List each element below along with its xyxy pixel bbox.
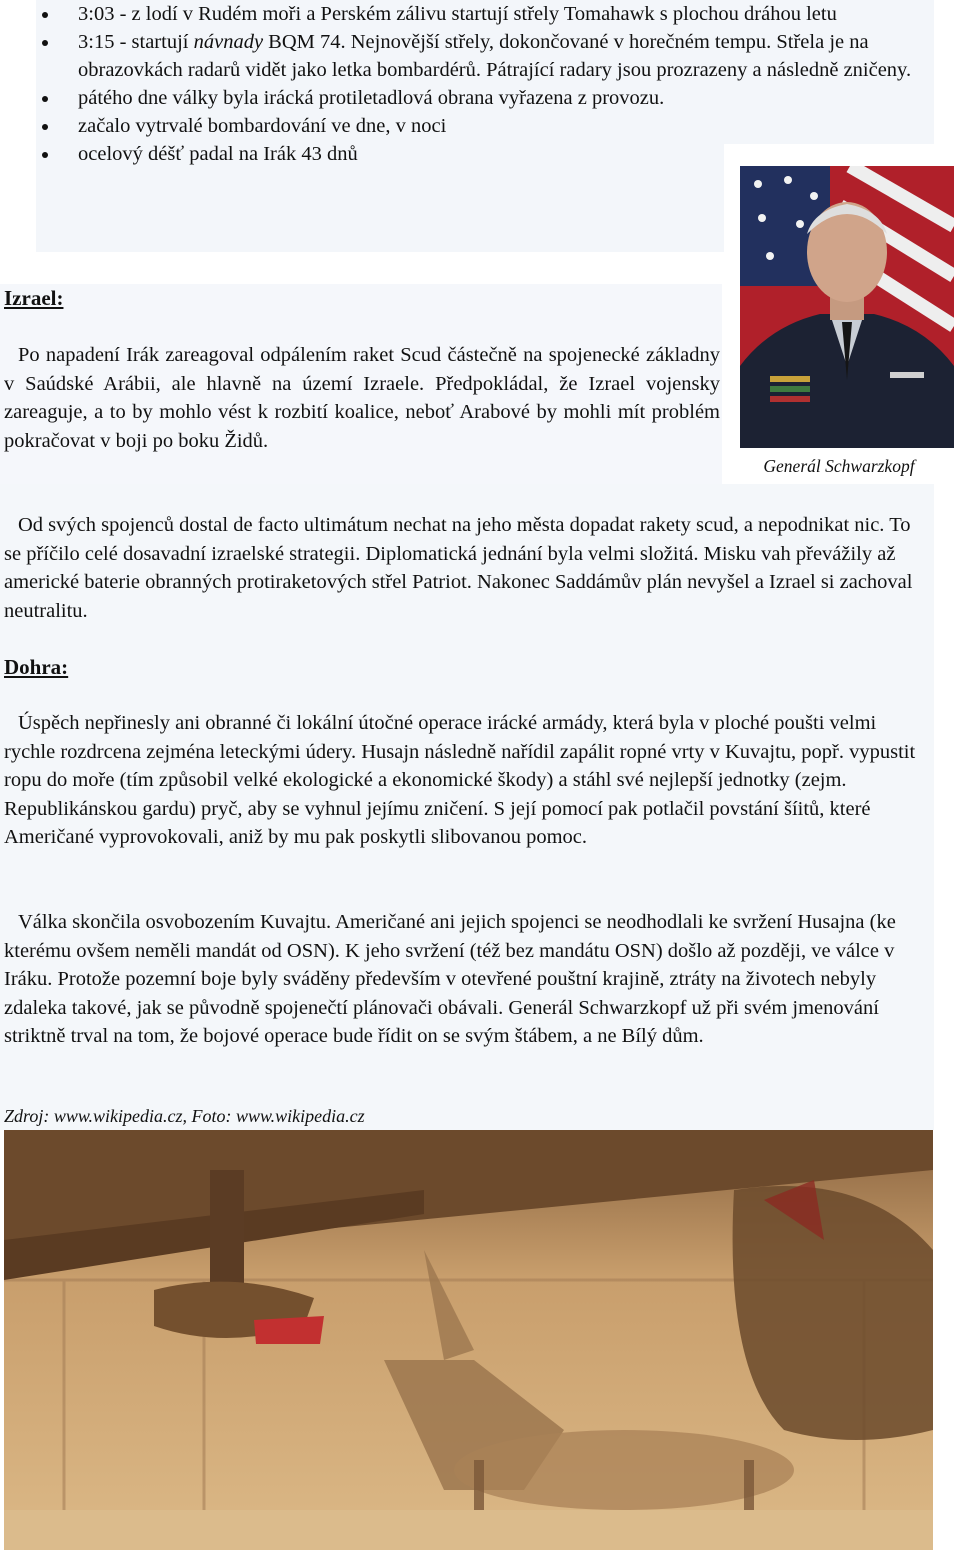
bullet-emphasis: návnady — [193, 31, 264, 53]
israel-paragraph: Od svých spojenců dostal de facto ultimátum nechat na jeho města dopadat rakety scud, a nepodnikat nic. To se příčilo celé dosavadní izraelské strategii. Diplomatická jednání byla velmi složitá. Misku vah převážily až americké baterie obranných protiraketových střel Patriot. Nakonec Saddámův plán nevyšel a Izrael si zachoval neutralitu. — [4, 514, 913, 622]
bullet-item: 3:03 - z lodí v Rudém moři a Perském zálivu startují střely Tomahawk s plochou dráhou letu — [36, 0, 916, 28]
bullet-item: začalo vytrvalé bombardování ve dne, v noci — [36, 112, 718, 140]
portrait-caption: Generál Schwarzkopf — [763, 456, 915, 476]
bullet-text: BQM 74. Nejnovější střely, dokončované v horečném tempu. Střela je na obrazovkách radarů vidět jako letka bombardérů. Pátrající radary jsou prozrazeny a následně zničeny. — [78, 31, 912, 81]
dohra-paragraph: Úspěch nepřinesly ani obranné či lokální útočné operace irácké armády, která byla v ploché poušti velmi rychle rozdrcena zejména leteckými údery. Husajn následně nařídil zapálit ropné vrty v Kuvajtu, popř. vypustit ropu do moře (tím způsobil velké ekologické a ekonomické škody) a stáhl své nejlepší jednotky (zejm. Republikánskou gardu) pryč, aby se vyhnul jejímu zničení. S její pomocí pak potlačil povstání šíitů, které Američané vyprovokovali, aniž by mu pak poskytli slibovanou pomoc. — [4, 712, 916, 848]
bullet-item: ocelový déšť padal na Irák 43 dnů — [36, 140, 718, 168]
dohra-heading: Dohra: — [4, 655, 69, 679]
bullet-item: pátého dne války byla irácká protiletadlová obrana vyřazena z provozu. — [36, 84, 718, 112]
israel-heading: Izrael: — [4, 286, 64, 310]
bullet-text: 3:15 - startují — [78, 31, 194, 53]
source-citation: Zdroj: www.wikipedia.cz, Foto: www.wikipedia.cz — [4, 1106, 365, 1126]
schwarzkopf-portrait — [740, 166, 954, 448]
israel-paragraph: Po napadení Irák zareagoval odpálením raket Scud částečně na spojenecké základny v Saúdské Arábii, ale hlavně na území Izraele. Předpokládal, že Izrael vojensky zareaguje, a to by mohlo vést k rozbití koalice, neboť Arabové by mohli mít problém pokračovat v boji po boku Židů. — [4, 344, 720, 452]
fighter-jet-photo — [4, 1130, 933, 1550]
timeline-bullet-list — [36, 0, 916, 168]
bullet-item — [36, 28, 916, 84]
dohra-paragraph: Válka skončila osvobozením Kuvajtu. Američané ani jejich spojenci se neodhodlali ke svržení Husajna (ke kterému ovšem neměli mandát od OSN). K jeho svržení (též bez mandátu OSN) došlo až později, ve válce v Iráku. Protože pozemní boje byly sváděny především v otevřené pouštní krajině, ztráty na životech nebyly zdaleka takové, jak se původně spojenečtí plánovači obávali. Generál Schwarzkopf už při svém jmenování striktně trval na tom, že bojové operace bude řídit on se svým štábem, a ne Bílý dům. — [4, 911, 896, 1047]
